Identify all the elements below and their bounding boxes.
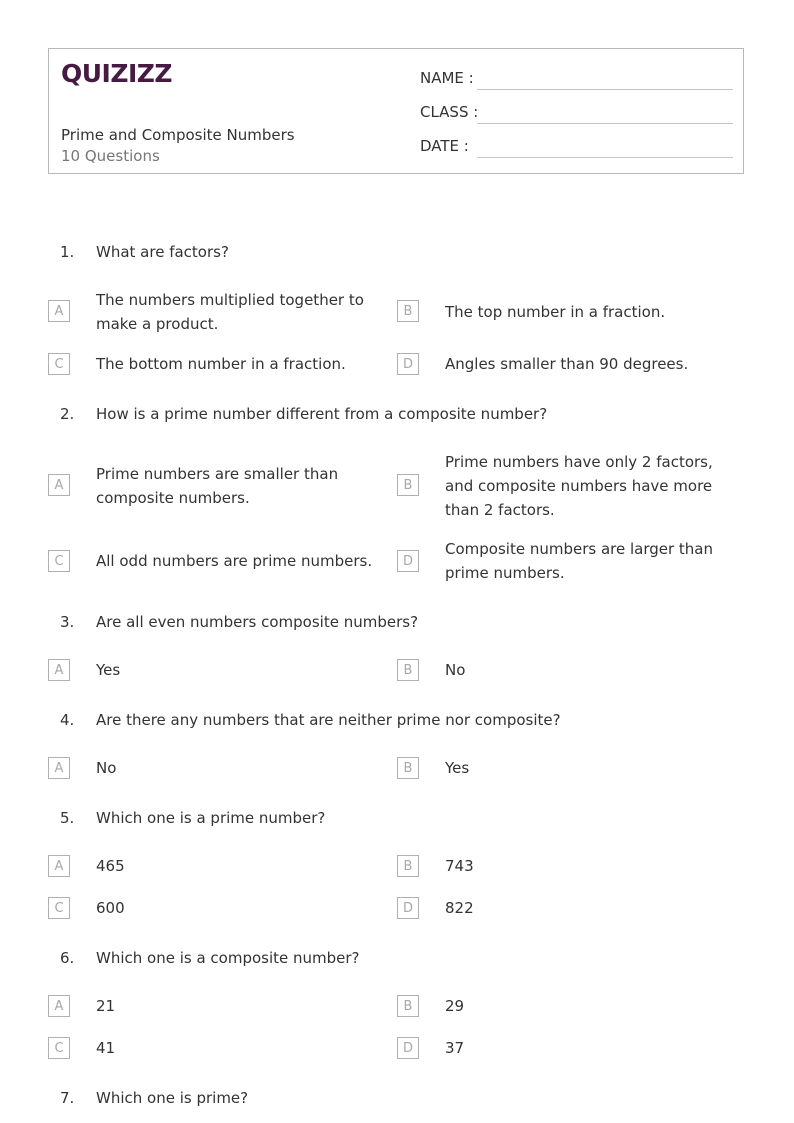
option-text: No [445,661,466,679]
question-text: Are all even numbers composite numbers? [96,613,419,631]
quizizz-logo: QUIZIZZ [61,59,173,88]
option-text: Yes [445,759,470,777]
question-text: How is a prime number different from a composite number? [96,405,548,423]
option-box[interactable]: A [48,474,70,496]
option-box[interactable]: D [397,897,419,919]
question-number: 4. [60,711,75,729]
option-text: 600 [96,899,125,917]
question-text: Which one is prime? [96,1089,249,1107]
option-text: 465 [96,857,125,875]
option-box[interactable]: A [48,659,70,681]
option-box[interactable]: D [397,1037,419,1059]
option-box[interactable]: D [397,353,419,375]
option-box[interactable]: A [48,757,70,779]
option-box[interactable]: C [48,550,70,572]
option-text: 37 [445,1039,465,1057]
option-text: Angles smaller than 90 degrees. [445,355,689,373]
name-line[interactable] [477,89,733,90]
option-text: The top number in a fraction. [445,303,666,321]
class-label: CLASS : [420,103,479,121]
option-text: Prime numbers are smaller than composite numbers. [96,465,339,507]
option-box[interactable]: C [48,353,70,375]
worksheet-header [48,48,744,174]
class-line[interactable] [477,123,733,124]
option-box[interactable]: B [397,855,419,877]
question-number: 1. [60,243,75,261]
date-line[interactable] [477,157,733,158]
option-text: The numbers multiplied together to make a product. [96,291,364,333]
question-number: 6. [60,949,75,967]
option-box[interactable]: C [48,1037,70,1059]
name-label: NAME : [420,69,474,87]
question-text: Which one is a composite number? [96,949,360,967]
option-text: Composite numbers are larger than prime numbers. [445,540,714,582]
question-number: 7. [60,1089,75,1107]
option-box[interactable]: B [397,300,419,322]
question-number: 5. [60,809,75,827]
question-text: What are factors? [96,243,229,261]
option-box[interactable]: B [397,995,419,1017]
option-box[interactable]: A [48,300,70,322]
date-label: DATE : [420,137,469,155]
option-text: No [96,759,117,777]
option-box[interactable]: D [397,550,419,572]
option-box[interactable]: B [397,474,419,496]
question-text: Which one is a prime number? [96,809,326,827]
option-box[interactable]: A [48,995,70,1017]
option-text: 743 [445,857,474,875]
option-text: 21 [96,997,116,1015]
worksheet-title: Prime and Composite Numbers [61,126,295,144]
option-text: All odd numbers are prime numbers. [96,552,373,570]
option-text: 29 [445,997,465,1015]
option-text: 822 [445,899,474,917]
question-number: 3. [60,613,75,631]
option-box[interactable]: B [397,757,419,779]
option-text: Prime numbers have only 2 factors, and composite numbers have more than 2 factors. [445,453,713,519]
option-text: Yes [96,661,121,679]
option-text: The bottom number in a fraction. [96,355,346,373]
question-count: 10 Questions [61,147,160,165]
option-text: 41 [96,1039,116,1057]
question-text: Are there any numbers that are neither prime nor composite? [96,711,561,729]
option-box[interactable]: A [48,855,70,877]
question-number: 2. [60,405,75,423]
option-box[interactable]: B [397,659,419,681]
option-box[interactable]: C [48,897,70,919]
